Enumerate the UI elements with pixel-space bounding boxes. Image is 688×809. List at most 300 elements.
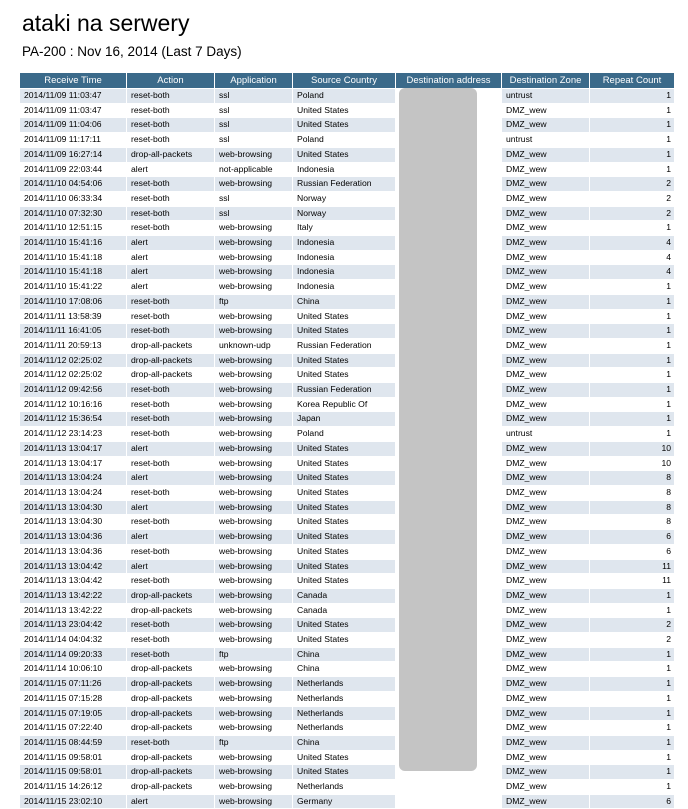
table-row bbox=[20, 501, 674, 516]
destination-zone-cell: DMZ_wew bbox=[502, 677, 589, 692]
repeat-count-cell: 10 bbox=[590, 442, 674, 457]
receive-time-cell: 2014/11/10 12:51:15 bbox=[20, 221, 126, 236]
receive-time-cell: 2014/11/15 08:44:59 bbox=[20, 736, 126, 751]
table-row bbox=[20, 163, 674, 178]
repeat-count-cell: 1 bbox=[590, 368, 674, 383]
action-cell: reset-both bbox=[127, 104, 214, 119]
source-country-cell: United States bbox=[293, 765, 395, 780]
table-row bbox=[20, 104, 674, 119]
table-row bbox=[20, 618, 674, 633]
action-cell: reset-both bbox=[127, 295, 214, 310]
source-country-cell: Norway bbox=[293, 207, 395, 222]
table-row bbox=[20, 207, 674, 222]
action-cell: reset-both bbox=[127, 310, 214, 325]
source-country-cell: United States bbox=[293, 368, 395, 383]
source-country-cell: United States bbox=[293, 118, 395, 133]
repeat-count-cell: 1 bbox=[590, 295, 674, 310]
source-country-cell: Russian Federation bbox=[293, 177, 395, 192]
application-cell: web-browsing bbox=[215, 324, 292, 339]
application-cell: web-browsing bbox=[215, 604, 292, 619]
source-country-cell: Netherlands bbox=[293, 721, 395, 736]
repeat-count-cell: 1 bbox=[590, 221, 674, 236]
action-cell: reset-both bbox=[127, 574, 214, 589]
table-row bbox=[20, 736, 674, 751]
column-header-action[interactable]: Action bbox=[127, 73, 214, 89]
source-country-cell: Indonesia bbox=[293, 236, 395, 251]
receive-time-cell: 2014/11/15 09:58:01 bbox=[20, 765, 126, 780]
action-cell: alert bbox=[127, 280, 214, 295]
receive-time-cell: 2014/11/13 13:04:17 bbox=[20, 457, 126, 472]
destination-zone-cell: DMZ_wew bbox=[502, 604, 589, 619]
table-body bbox=[20, 89, 674, 809]
repeat-count-cell: 1 bbox=[590, 310, 674, 325]
repeat-count-cell: 4 bbox=[590, 265, 674, 280]
repeat-count-cell: 1 bbox=[590, 736, 674, 751]
destination-zone-cell: DMZ_wew bbox=[502, 618, 589, 633]
repeat-count-cell: 4 bbox=[590, 236, 674, 251]
application-cell: ssl bbox=[215, 207, 292, 222]
destination-zone-cell: DMZ_wew bbox=[502, 148, 589, 163]
source-country-cell: China bbox=[293, 736, 395, 751]
repeat-count-cell: 6 bbox=[590, 545, 674, 560]
table-row bbox=[20, 177, 674, 192]
receive-time-cell: 2014/11/14 04:04:32 bbox=[20, 633, 126, 648]
threat-log-table bbox=[19, 73, 675, 809]
destination-zone-cell: DMZ_wew bbox=[502, 574, 589, 589]
report-title: ataki na serwery bbox=[22, 10, 190, 36]
source-country-cell: Germany bbox=[293, 795, 395, 809]
repeat-count-cell: 8 bbox=[590, 515, 674, 530]
destination-zone-cell: DMZ_wew bbox=[502, 530, 589, 545]
application-cell: ftp bbox=[215, 736, 292, 751]
source-country-cell: United States bbox=[293, 515, 395, 530]
repeat-count-cell: 1 bbox=[590, 354, 674, 369]
table-row bbox=[20, 148, 674, 163]
source-country-cell: Russian Federation bbox=[293, 383, 395, 398]
application-cell: unknown-udp bbox=[215, 339, 292, 354]
action-cell: drop-all-packets bbox=[127, 354, 214, 369]
column-header-source-country[interactable]: Source Country bbox=[293, 73, 395, 89]
action-cell: reset-both bbox=[127, 221, 214, 236]
repeat-count-cell: 1 bbox=[590, 721, 674, 736]
action-cell: drop-all-packets bbox=[127, 765, 214, 780]
application-cell: ssl bbox=[215, 89, 292, 104]
destination-zone-cell: DMZ_wew bbox=[502, 780, 589, 795]
destination-zone-cell: DMZ_wew bbox=[502, 633, 589, 648]
action-cell: alert bbox=[127, 471, 214, 486]
receive-time-cell: 2014/11/13 13:04:42 bbox=[20, 560, 126, 575]
destination-zone-cell: untrust bbox=[502, 89, 589, 104]
action-cell: drop-all-packets bbox=[127, 780, 214, 795]
table-row bbox=[20, 574, 674, 589]
receive-time-cell: 2014/11/13 23:04:42 bbox=[20, 618, 126, 633]
repeat-count-cell: 1 bbox=[590, 383, 674, 398]
action-cell: reset-both bbox=[127, 736, 214, 751]
receive-time-cell: 2014/11/09 11:04:06 bbox=[20, 118, 126, 133]
destination-zone-cell: DMZ_wew bbox=[502, 751, 589, 766]
action-cell: alert bbox=[127, 251, 214, 266]
destination-zone-cell: DMZ_wew bbox=[502, 765, 589, 780]
application-cell: web-browsing bbox=[215, 765, 292, 780]
receive-time-cell: 2014/11/12 15:36:54 bbox=[20, 412, 126, 427]
action-cell: reset-both bbox=[127, 457, 214, 472]
action-cell: reset-both bbox=[127, 618, 214, 633]
application-cell: web-browsing bbox=[215, 368, 292, 383]
destination-address-redaction bbox=[399, 88, 477, 771]
source-country-cell: United States bbox=[293, 457, 395, 472]
table-row bbox=[20, 471, 674, 486]
table-row bbox=[20, 265, 674, 280]
destination-zone-cell: DMZ_wew bbox=[502, 662, 589, 677]
column-header-destination-address[interactable]: Destination address bbox=[396, 73, 501, 89]
table-row bbox=[20, 457, 674, 472]
application-cell: web-browsing bbox=[215, 236, 292, 251]
application-cell: web-browsing bbox=[215, 471, 292, 486]
destination-zone-cell: DMZ_wew bbox=[502, 648, 589, 663]
application-cell: web-browsing bbox=[215, 148, 292, 163]
destination-zone-cell: DMZ_wew bbox=[502, 324, 589, 339]
action-cell: reset-both bbox=[127, 324, 214, 339]
column-header-application[interactable]: Application bbox=[215, 73, 292, 89]
action-cell: reset-both bbox=[127, 207, 214, 222]
source-country-cell: United States bbox=[293, 633, 395, 648]
repeat-count-cell: 1 bbox=[590, 707, 674, 722]
source-country-cell: United States bbox=[293, 560, 395, 575]
action-cell: reset-both bbox=[127, 192, 214, 207]
repeat-count-cell: 6 bbox=[590, 795, 674, 809]
application-cell: web-browsing bbox=[215, 515, 292, 530]
destination-zone-cell: DMZ_wew bbox=[502, 383, 589, 398]
repeat-count-cell: 1 bbox=[590, 677, 674, 692]
destination-zone-cell: untrust bbox=[502, 133, 589, 148]
application-cell: web-browsing bbox=[215, 310, 292, 325]
destination-zone-cell: DMZ_wew bbox=[502, 501, 589, 516]
application-cell: web-browsing bbox=[215, 751, 292, 766]
table-row bbox=[20, 236, 674, 251]
table-row bbox=[20, 398, 674, 413]
repeat-count-cell: 1 bbox=[590, 118, 674, 133]
application-cell: web-browsing bbox=[215, 412, 292, 427]
repeat-count-cell: 1 bbox=[590, 427, 674, 442]
receive-time-cell: 2014/11/14 09:20:33 bbox=[20, 648, 126, 663]
receive-time-cell: 2014/11/09 11:17:11 bbox=[20, 133, 126, 148]
receive-time-cell: 2014/11/10 15:41:22 bbox=[20, 280, 126, 295]
application-cell: web-browsing bbox=[215, 280, 292, 295]
action-cell: drop-all-packets bbox=[127, 707, 214, 722]
action-cell: reset-both bbox=[127, 515, 214, 530]
application-cell: web-browsing bbox=[215, 398, 292, 413]
receive-time-cell: 2014/11/12 23:14:23 bbox=[20, 427, 126, 442]
table-row bbox=[20, 442, 674, 457]
action-cell: reset-both bbox=[127, 89, 214, 104]
application-cell: web-browsing bbox=[215, 221, 292, 236]
repeat-count-cell: 2 bbox=[590, 192, 674, 207]
destination-zone-cell: DMZ_wew bbox=[502, 398, 589, 413]
application-cell: web-browsing bbox=[215, 677, 292, 692]
receive-time-cell: 2014/11/11 13:58:39 bbox=[20, 310, 126, 325]
application-cell: web-browsing bbox=[215, 457, 292, 472]
receive-time-cell: 2014/11/09 11:03:47 bbox=[20, 104, 126, 119]
receive-time-cell: 2014/11/15 23:02:10 bbox=[20, 795, 126, 809]
receive-time-cell: 2014/11/11 16:41:05 bbox=[20, 324, 126, 339]
table-row bbox=[20, 486, 674, 501]
destination-zone-cell: DMZ_wew bbox=[502, 251, 589, 266]
application-cell: ssl bbox=[215, 133, 292, 148]
receive-time-cell: 2014/11/09 11:03:47 bbox=[20, 89, 126, 104]
source-country-cell: United States bbox=[293, 574, 395, 589]
column-header-destination-zone[interactable]: Destination Zone bbox=[502, 73, 589, 89]
table-row bbox=[20, 545, 674, 560]
table-row bbox=[20, 589, 674, 604]
column-header-receive-time[interactable]: Receive Time bbox=[20, 73, 126, 89]
table-row bbox=[20, 633, 674, 648]
source-country-cell: Netherlands bbox=[293, 677, 395, 692]
table-row bbox=[20, 707, 674, 722]
repeat-count-cell: 1 bbox=[590, 780, 674, 795]
action-cell: drop-all-packets bbox=[127, 662, 214, 677]
repeat-count-cell: 1 bbox=[590, 751, 674, 766]
destination-zone-cell: DMZ_wew bbox=[502, 515, 589, 530]
source-country-cell: Canada bbox=[293, 604, 395, 619]
source-country-cell: Japan bbox=[293, 412, 395, 427]
application-cell: ssl bbox=[215, 104, 292, 119]
application-cell: web-browsing bbox=[215, 442, 292, 457]
action-cell: alert bbox=[127, 442, 214, 457]
source-country-cell: Indonesia bbox=[293, 280, 395, 295]
destination-zone-cell: DMZ_wew bbox=[502, 795, 589, 809]
receive-time-cell: 2014/11/09 16:27:14 bbox=[20, 148, 126, 163]
repeat-count-cell: 11 bbox=[590, 574, 674, 589]
source-country-cell: Russian Federation bbox=[293, 339, 395, 354]
destination-zone-cell: DMZ_wew bbox=[502, 280, 589, 295]
action-cell: reset-both bbox=[127, 412, 214, 427]
application-cell: not-applicable bbox=[215, 163, 292, 178]
application-cell: web-browsing bbox=[215, 354, 292, 369]
table-row bbox=[20, 765, 674, 780]
destination-zone-cell: DMZ_wew bbox=[502, 692, 589, 707]
destination-zone-cell: DMZ_wew bbox=[502, 265, 589, 280]
destination-zone-cell: DMZ_wew bbox=[502, 236, 589, 251]
destination-zone-cell: DMZ_wew bbox=[502, 163, 589, 178]
destination-zone-cell: DMZ_wew bbox=[502, 177, 589, 192]
receive-time-cell: 2014/11/12 02:25:02 bbox=[20, 354, 126, 369]
receive-time-cell: 2014/11/13 13:04:24 bbox=[20, 486, 126, 501]
application-cell: web-browsing bbox=[215, 780, 292, 795]
receive-time-cell: 2014/11/13 13:04:24 bbox=[20, 471, 126, 486]
source-country-cell: Italy bbox=[293, 221, 395, 236]
repeat-count-cell: 6 bbox=[590, 530, 674, 545]
application-cell: web-browsing bbox=[215, 692, 292, 707]
destination-zone-cell: DMZ_wew bbox=[502, 736, 589, 751]
table-row bbox=[20, 412, 674, 427]
destination-zone-cell: DMZ_wew bbox=[502, 221, 589, 236]
source-country-cell: Canada bbox=[293, 589, 395, 604]
action-cell: drop-all-packets bbox=[127, 677, 214, 692]
repeat-count-cell: 1 bbox=[590, 604, 674, 619]
table-row bbox=[20, 339, 674, 354]
table-row bbox=[20, 133, 674, 148]
action-cell: reset-both bbox=[127, 133, 214, 148]
source-country-cell: United States bbox=[293, 324, 395, 339]
action-cell: alert bbox=[127, 530, 214, 545]
column-header-repeat-count[interactable]: Repeat Count bbox=[590, 73, 674, 89]
receive-time-cell: 2014/11/10 06:33:34 bbox=[20, 192, 126, 207]
destination-zone-cell: DMZ_wew bbox=[502, 545, 589, 560]
destination-zone-cell: DMZ_wew bbox=[502, 560, 589, 575]
repeat-count-cell: 8 bbox=[590, 486, 674, 501]
table-row bbox=[20, 560, 674, 575]
table-row bbox=[20, 604, 674, 619]
source-country-cell: United States bbox=[293, 530, 395, 545]
report-subtitle: PA-200 : Nov 16, 2014 (Last 7 Days) bbox=[22, 44, 242, 59]
table-row bbox=[20, 368, 674, 383]
application-cell: web-browsing bbox=[215, 707, 292, 722]
application-cell: ssl bbox=[215, 192, 292, 207]
destination-zone-cell: DMZ_wew bbox=[502, 721, 589, 736]
repeat-count-cell: 2 bbox=[590, 633, 674, 648]
repeat-count-cell: 2 bbox=[590, 618, 674, 633]
source-country-cell: China bbox=[293, 295, 395, 310]
destination-zone-cell: DMZ_wew bbox=[502, 207, 589, 222]
source-country-cell: Indonesia bbox=[293, 163, 395, 178]
receive-time-cell: 2014/11/13 13:04:30 bbox=[20, 515, 126, 530]
table-row bbox=[20, 251, 674, 266]
source-country-cell: United States bbox=[293, 442, 395, 457]
destination-zone-cell: DMZ_wew bbox=[502, 471, 589, 486]
application-cell: web-browsing bbox=[215, 574, 292, 589]
table-row bbox=[20, 677, 674, 692]
action-cell: reset-both bbox=[127, 633, 214, 648]
destination-zone-cell: untrust bbox=[502, 427, 589, 442]
table-row bbox=[20, 324, 674, 339]
table-row bbox=[20, 118, 674, 133]
source-country-cell: United States bbox=[293, 148, 395, 163]
action-cell: reset-both bbox=[127, 398, 214, 413]
application-cell: web-browsing bbox=[215, 251, 292, 266]
repeat-count-cell: 2 bbox=[590, 207, 674, 222]
source-country-cell: Netherlands bbox=[293, 780, 395, 795]
application-cell: web-browsing bbox=[215, 589, 292, 604]
repeat-count-cell: 1 bbox=[590, 148, 674, 163]
source-country-cell: United States bbox=[293, 104, 395, 119]
destination-zone-cell: DMZ_wew bbox=[502, 368, 589, 383]
application-cell: web-browsing bbox=[215, 721, 292, 736]
table-row bbox=[20, 89, 674, 104]
action-cell: drop-all-packets bbox=[127, 368, 214, 383]
source-country-cell: Poland bbox=[293, 427, 395, 442]
receive-time-cell: 2014/11/10 15:41:16 bbox=[20, 236, 126, 251]
receive-time-cell: 2014/11/10 04:54:06 bbox=[20, 177, 126, 192]
action-cell: drop-all-packets bbox=[127, 692, 214, 707]
destination-zone-cell: DMZ_wew bbox=[502, 339, 589, 354]
action-cell: reset-both bbox=[127, 383, 214, 398]
action-cell: alert bbox=[127, 560, 214, 575]
destination-zone-cell: DMZ_wew bbox=[502, 118, 589, 133]
action-cell: alert bbox=[127, 265, 214, 280]
table-row bbox=[20, 515, 674, 530]
repeat-count-cell: 1 bbox=[590, 163, 674, 178]
receive-time-cell: 2014/11/15 07:11:26 bbox=[20, 677, 126, 692]
table-row bbox=[20, 648, 674, 663]
destination-address-cell bbox=[396, 795, 501, 809]
action-cell: reset-both bbox=[127, 545, 214, 560]
repeat-count-cell: 11 bbox=[590, 560, 674, 575]
receive-time-cell: 2014/11/10 17:08:06 bbox=[20, 295, 126, 310]
table-row bbox=[20, 692, 674, 707]
action-cell: alert bbox=[127, 501, 214, 516]
application-cell: web-browsing bbox=[215, 486, 292, 501]
source-country-cell: Korea Republic Of bbox=[293, 398, 395, 413]
source-country-cell: Norway bbox=[293, 192, 395, 207]
repeat-count-cell: 1 bbox=[590, 589, 674, 604]
action-cell: alert bbox=[127, 795, 214, 809]
repeat-count-cell: 1 bbox=[590, 412, 674, 427]
application-cell: web-browsing bbox=[215, 177, 292, 192]
table-row bbox=[20, 662, 674, 677]
source-country-cell: United States bbox=[293, 751, 395, 766]
source-country-cell: Netherlands bbox=[293, 692, 395, 707]
source-country-cell: United States bbox=[293, 354, 395, 369]
repeat-count-cell: 1 bbox=[590, 648, 674, 663]
application-cell: web-browsing bbox=[215, 530, 292, 545]
receive-time-cell: 2014/11/15 07:19:05 bbox=[20, 707, 126, 722]
receive-time-cell: 2014/11/13 13:04:36 bbox=[20, 545, 126, 560]
source-country-cell: China bbox=[293, 648, 395, 663]
source-country-cell: United States bbox=[293, 618, 395, 633]
action-cell: drop-all-packets bbox=[127, 751, 214, 766]
action-cell: reset-both bbox=[127, 118, 214, 133]
source-country-cell: Netherlands bbox=[293, 707, 395, 722]
source-country-cell: Indonesia bbox=[293, 265, 395, 280]
destination-zone-cell: DMZ_wew bbox=[502, 486, 589, 501]
application-cell: web-browsing bbox=[215, 545, 292, 560]
receive-time-cell: 2014/11/15 14:26:12 bbox=[20, 780, 126, 795]
receive-time-cell: 2014/11/10 07:32:30 bbox=[20, 207, 126, 222]
table-row bbox=[20, 383, 674, 398]
receive-time-cell: 2014/11/13 13:04:30 bbox=[20, 501, 126, 516]
application-cell: web-browsing bbox=[215, 427, 292, 442]
table-row bbox=[20, 354, 674, 369]
repeat-count-cell: 1 bbox=[590, 398, 674, 413]
repeat-count-cell: 4 bbox=[590, 251, 674, 266]
repeat-count-cell: 1 bbox=[590, 324, 674, 339]
repeat-count-cell: 10 bbox=[590, 457, 674, 472]
repeat-count-cell: 1 bbox=[590, 692, 674, 707]
source-country-cell: United States bbox=[293, 545, 395, 560]
application-cell: web-browsing bbox=[215, 633, 292, 648]
action-cell: alert bbox=[127, 236, 214, 251]
repeat-count-cell: 8 bbox=[590, 471, 674, 486]
application-cell: web-browsing bbox=[215, 560, 292, 575]
repeat-count-cell: 1 bbox=[590, 662, 674, 677]
destination-zone-cell: DMZ_wew bbox=[502, 457, 589, 472]
source-country-cell: United States bbox=[293, 501, 395, 516]
application-cell: web-browsing bbox=[215, 662, 292, 677]
receive-time-cell: 2014/11/15 07:15:28 bbox=[20, 692, 126, 707]
action-cell: reset-both bbox=[127, 177, 214, 192]
application-cell: web-browsing bbox=[215, 501, 292, 516]
receive-time-cell: 2014/11/13 13:42:22 bbox=[20, 589, 126, 604]
action-cell: drop-all-packets bbox=[127, 589, 214, 604]
action-cell: drop-all-packets bbox=[127, 148, 214, 163]
receive-time-cell: 2014/11/12 09:42:56 bbox=[20, 383, 126, 398]
table-row bbox=[20, 280, 674, 295]
source-country-cell: China bbox=[293, 662, 395, 677]
repeat-count-cell: 1 bbox=[590, 89, 674, 104]
repeat-count-cell: 2 bbox=[590, 177, 674, 192]
destination-zone-cell: DMZ_wew bbox=[502, 442, 589, 457]
receive-time-cell: 2014/11/15 07:22:40 bbox=[20, 721, 126, 736]
